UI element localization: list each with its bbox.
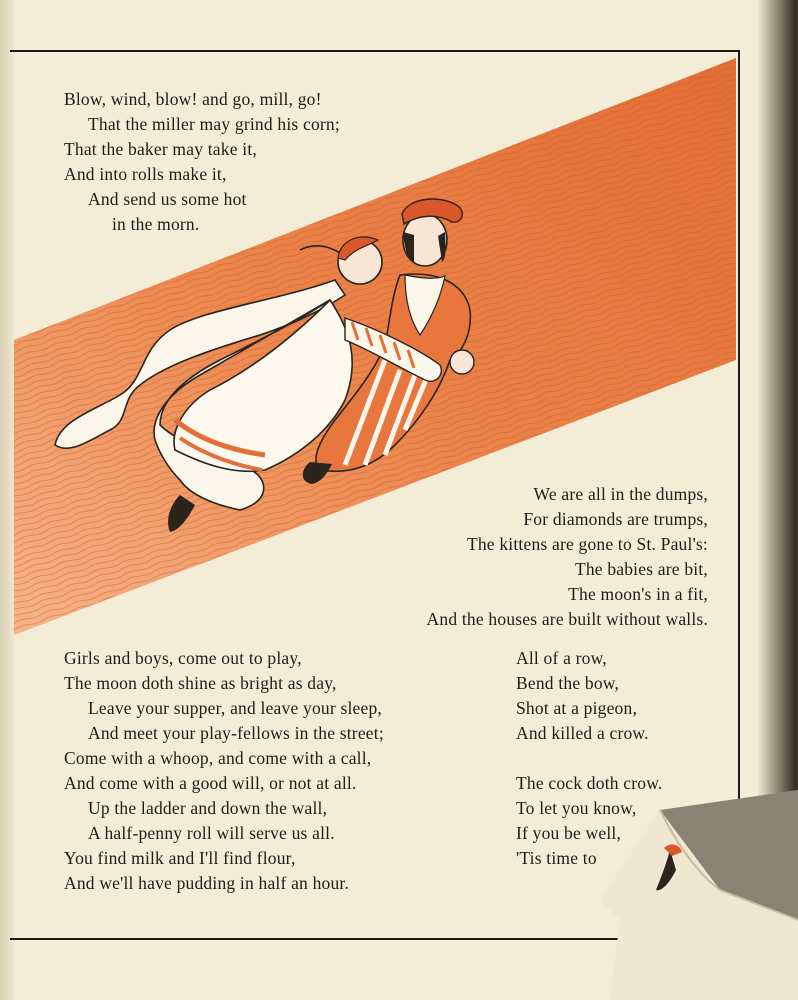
verse-line: Shot at a pigeon, (516, 698, 638, 718)
verse-line: The kittens are gone to St. Paul's: (466, 534, 708, 554)
verse-line: Leave your supper, and leave your sleep, (88, 698, 382, 718)
verse-line: Girls and boys, come out to play, (64, 648, 302, 668)
verse-line: We are all in the dumps, (533, 484, 708, 504)
verse-line: 'Tis time to (516, 848, 597, 868)
verse-line: Come with a whoop, and come with a call, (64, 748, 372, 768)
verse-line: And the houses are built without walls. (426, 609, 708, 629)
frame-line-bottom (10, 938, 630, 940)
verse-blow-wind-blow (64, 87, 340, 237)
verse-line: To let you know, (516, 798, 637, 818)
verse-line: And we'll have pudding in half an hour. (64, 873, 350, 893)
verse-line: All of a row, (516, 648, 607, 668)
verse-line: The moon's in a fit, (568, 584, 708, 604)
torn-page-corner (600, 790, 798, 1000)
verse-line: You find milk and I'll find flour, (64, 848, 296, 868)
verse-line: That the miller may grind his corn; (88, 114, 340, 134)
verse-in-the-dumps (330, 482, 708, 632)
verse-line: Bend the bow, (516, 673, 620, 693)
verse-girls-and-boys (64, 646, 484, 896)
verse-line: And into rolls make it, (64, 164, 227, 184)
verse-line: in the morn. (112, 214, 200, 234)
verse-line: And come with a good will, or not at all. (64, 773, 357, 793)
verse-line: That the baker may take it, (64, 139, 257, 159)
verse-line: Up the ladder and down the wall, (88, 798, 328, 818)
verse-line: The babies are bit, (574, 559, 708, 579)
verse-line: For diamonds are trumps, (523, 509, 708, 529)
verse-line: The cock doth crow. (516, 773, 663, 793)
stanza-gap (516, 746, 716, 771)
verse-line: And send us some hot (88, 189, 247, 209)
verse-line: Blow, wind, blow! and go, mill, go! (64, 89, 322, 109)
verse-line: If you be well, (516, 823, 622, 843)
verse-line: And killed a crow. (516, 723, 649, 743)
verse-line: And meet your play-fellows in the street; (88, 723, 384, 743)
verse-line: The moon doth shine as bright as day, (64, 673, 337, 693)
frame-line-top (10, 50, 740, 52)
verse-line: A half-penny roll will serve us all. (88, 823, 335, 843)
